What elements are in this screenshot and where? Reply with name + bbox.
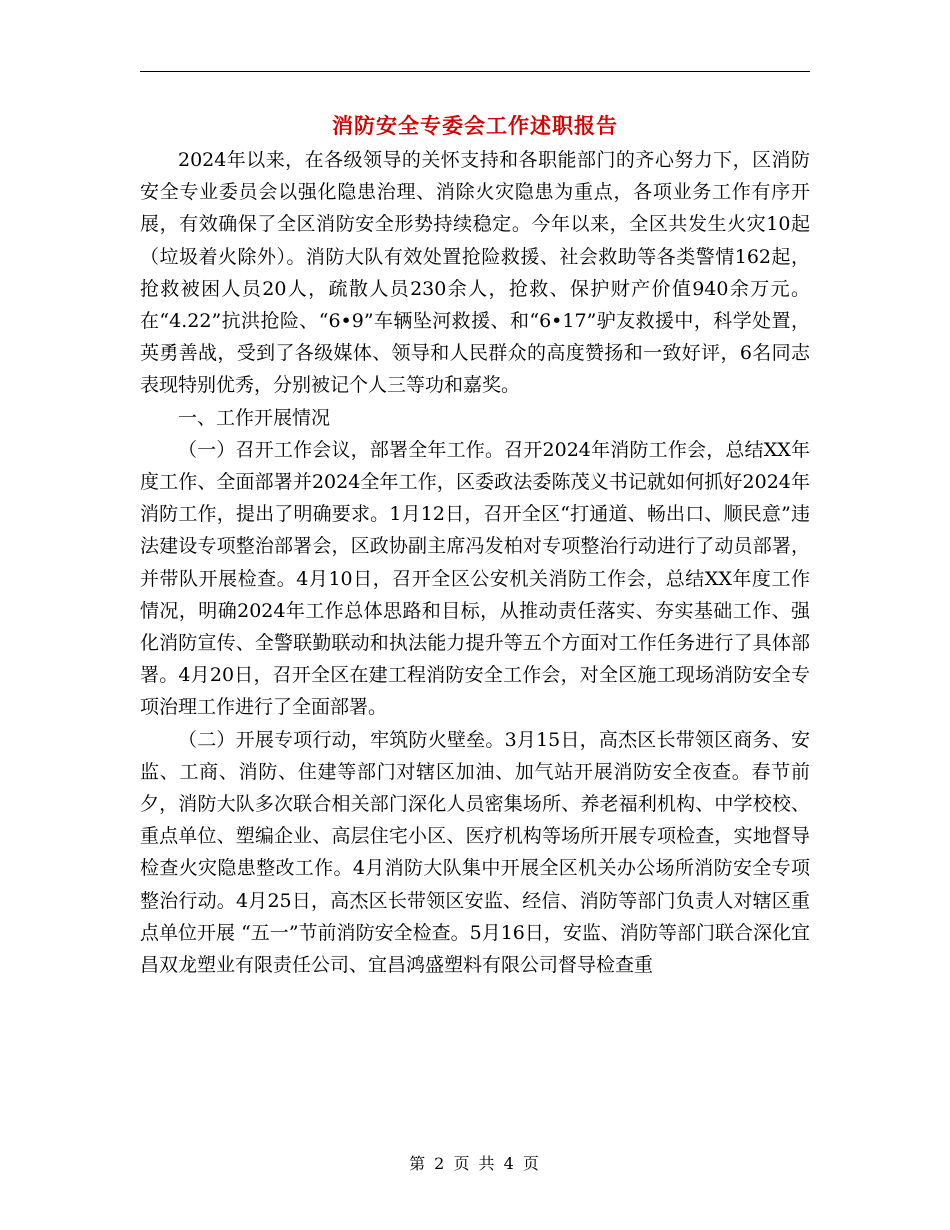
document-title: 消防安全专委会工作述职报告 (332, 113, 618, 138)
paragraph-special-actions: （二）开展专项行动，牢筑防火壁垒。3月15日，高杰区长带领区商务、安监、工商、消防、住建等部门对辖区加油、加气站开展消防安全夜查。春节前夕，消防大队多次联合相关部门深化人员密集场所、养老福利机构、中学校校、重点单位、塑编企业、高层住宅小区、医疗机构等场所开展专项检查，实地督导检查火灾隐患整改工作。4月消防大队集中开展全区机关办公场所消防安全专项整治行动。4月25日，高杰区长带领区安监、经信、消防等部门负责人对辖区重点单位开展 “五一”节前消防安全检查。5月16日，安监、消防等部门联合深化宜昌双龙塑业有限责任公司、宜昌鸿盛塑料有限公司督导检查重 (140, 728, 810, 977)
header-rule (140, 71, 810, 72)
document-body (140, 144, 810, 981)
page-number: 第 2 页 共 4 页 (409, 1154, 541, 1173)
section-heading: 一、工作开展情况 (178, 406, 331, 429)
paragraph-intro: 2024年以来，在各级领导的关怀支持和各职能部门的齐心努力下，区消防安全专业委员会以强化隐患治理、消除火灾隐患为重点，各项业务工作有序开展，有效确保了全区消防安全形势持续稳定。今年以来，全区共发生火灾10起（垃圾着火除外）。消防大队有效处置抢险救援、社会救助等各类警情162起，抢救被困人员20人，疏散人员230余人，抢救、保护财产价值940余万元。在“4.22”抗洪抢险、“6•9”车辆坠河救援、和“6•17”驴友救援中，科学处置，英勇善战，受到了各级媒体、领导和人民群众的高度赞扬和一致好评，6名同志表现特别优秀，分别被记个人三等功和嘉奖。 (140, 149, 810, 397)
paragraph-meetings: （一）召开工作会议，部署全年工作。召开2024年消防工作会，总结XX年度工作、全面部署并2024全年工作，区委政法委陈茂义书记就如何抓好2024年消防工作，提出了明确要求。1月12日，召开全区“打通道、畅出口、顺民意”违法建设专项整治部署会，区政协副主席冯发柏对专项整治行动进行了动员部署，并带队开展检查。4月10日，召开全区公安机关消防工作会，总结XX年度工作情况，明确2024年工作总体思路和目标，从推动责任落实、夯实基础工作、强化消防宣传、全警联勤联动和执法能力提升等五个方面对工作任务进行了具体部署。4月20日，召开全区在建工程消防安全工作会，对全区施工现场消防安全专项治理工作进行了全面部署。 (140, 438, 810, 719)
